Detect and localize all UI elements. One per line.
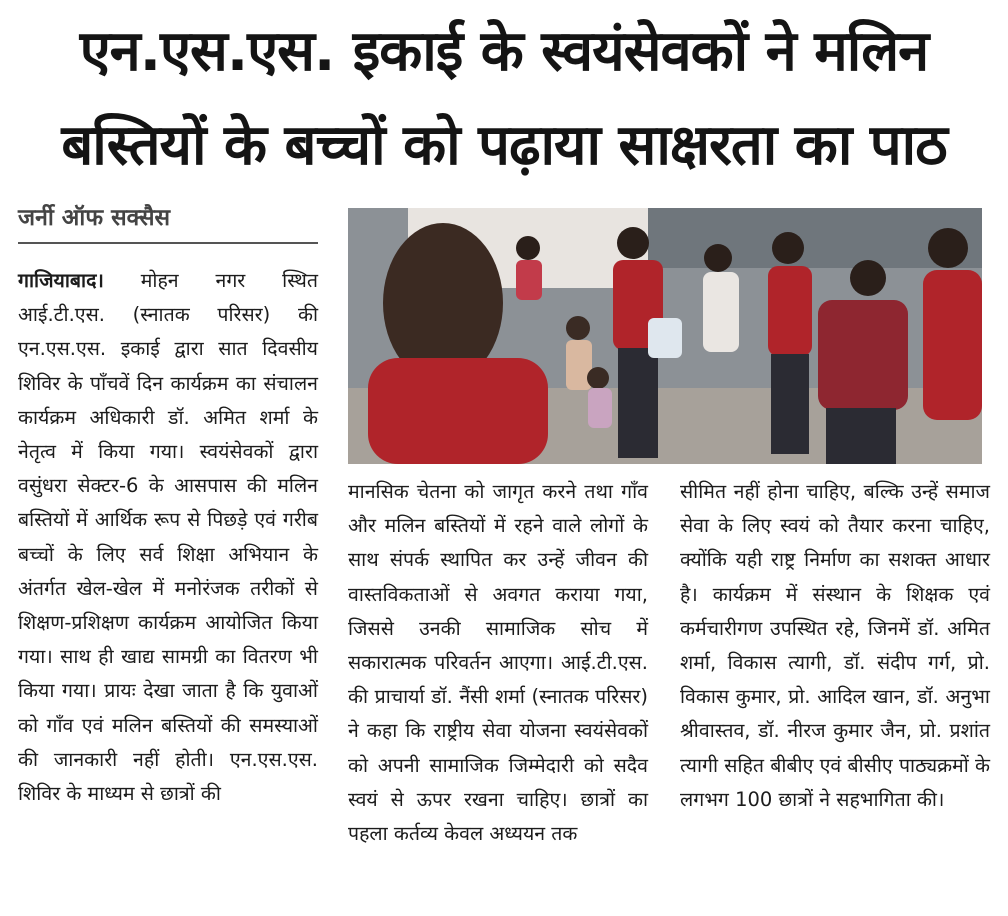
- article-column-1: [18, 264, 318, 811]
- column-1-text: मोहन नगर स्थित आई.टी.एस. (स्नातक परिसर) की एन.एस.एस. इकाई द्वारा सात दिवसीय शिविर के पाँचवें दिन कार्यक्रम का संचालन कार्यक्रम अधिकारी डॉ. अमित शर्मा के नेतृत्व में किया गया। स्वयंसेवकों द्वारा वसुंधरा सेक्टर-6 के आसपास की मलिन बस्तियों में आर्थिक रूप से पिछड़े एवं गरीब बच्चों के लिए सर्व शिक्षा अभियान के अंतर्गत खेल-खेल में मनोरंजक तरीकों से शिक्षण-प्रशिक्षण कार्यक्रम आयोजित किया गया। साथ ही खाद्य सामग्री का वितरण भी किया गया। प्रायः देखा जाता है कि युवाओं को गाँव एवं मलिन बस्तियों की समस्याओं की जानकारी नहीं होती। एन.एस.एस. शिविर के माध्यम से छात्रों की: [18, 269, 318, 806]
- headline-line-2: बस्तियों के बच्चों को पढ़ाया साक्षरता का पाठ: [61, 113, 947, 178]
- news-photo: [348, 208, 982, 464]
- photo-illustration: [348, 208, 982, 464]
- dateline: गाजियाबाद।: [18, 269, 104, 292]
- article-column-2: मानसिक चेतना को जागृत करने तथा गाँव और मलिन बस्तियों में रहने वाले लोगों के साथ संपर्क स्थापित कर उन्हें जीवन की वास्तविकताओं से अवगत कराया गया, जिससे उनकी सामाजिक सोच में सकारात्मक परिवर्तन आएगा। आई.टी.एस. की प्राचार्या डॉ. नैंसी शर्मा (स्नातक परिसर) ने कहा कि राष्ट्रीय सेवा योजना स्वयंसेवकों को अपनी सामाजिक जिम्मेदारी को सदैव स्वयं से ऊपर रखना चाहिए। छात्रों का पहला कर्तव्य केवल अध्ययन तक: [348, 480, 648, 846]
- headline-line-1: एन.एस.एस. इकाई के स्वयंसेवकों ने मलिन: [79, 19, 929, 84]
- byline: जर्नी ऑफ सक्सैस: [18, 200, 318, 244]
- article-column-3: सीमित नहीं होना चाहिए, बल्कि उन्हें समाज सेवा के लिए स्वयं को तैयार करना चाहिए, क्योंकि यही राष्ट्र निर्माण का सशक्त आधार है। कार्यक्रम में संस्थान के शिक्षक एवं कर्मचारीगण उपस्थित रहे, जिनमें डॉ. अमित शर्मा, विकास त्यागी, डॉ. संदीप गर्ग, प्रो. विकास कुमार, प्रो. आदिल खान, डॉ. अनुभा श्रीवास्तव, डॉ. नीरज कुमार जैन, प्रो. प्रशांत त्यागी सहित बीबीए एवं बीसीए पाठ्यक्रमों के लगभग 100 छात्रों ने सहभागिता की।: [680, 480, 990, 811]
